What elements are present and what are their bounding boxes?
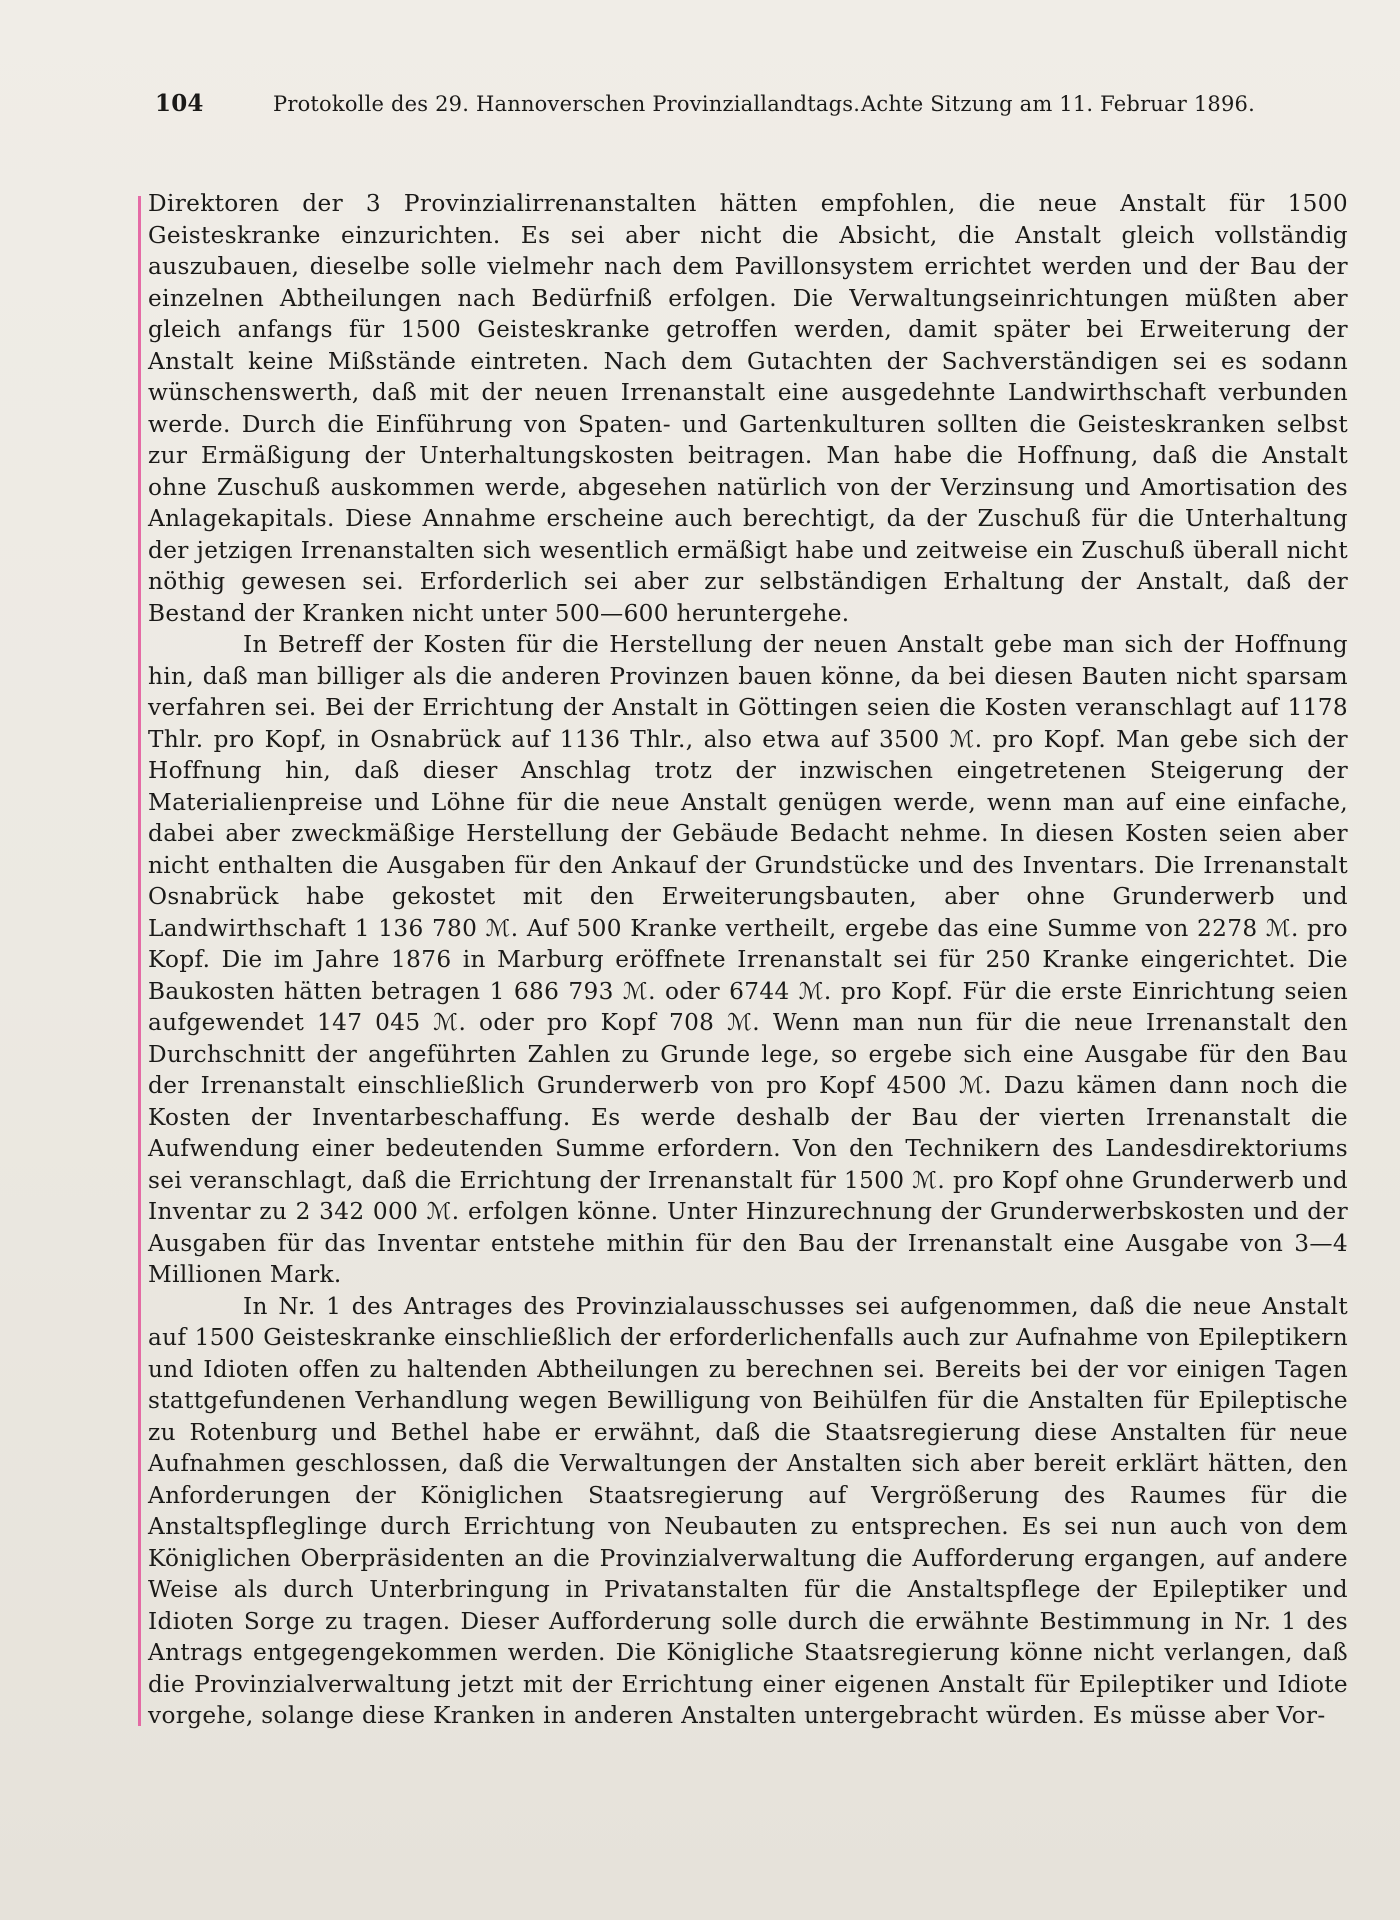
margin-marker-line	[138, 196, 141, 1726]
page-number: 104	[155, 90, 204, 117]
running-title: Protokolle des 29. Hannoverschen Provinziallandtags.	[273, 92, 861, 116]
page-header	[155, 90, 1255, 124]
session-info: Achte Sitzung am 11. Februar 1896.	[861, 92, 1255, 116]
paragraph-1: Direktoren der 3 Provinzialirrenanstalten hätten empfohlen, die neue Anstalt für 1500 Geisteskranke einzurichten. Es sei aber nicht die Absicht, die Anstalt gleich vollständig auszubauen, dieselbe solle vielmehr nach dem Pavillonsystem errichtet werden und der Bau der einzelnen Abtheilungen nach Bedürfniß erfolgen. Die Verwaltungseinrichtungen müßten aber gleich anfangs für 1500 Geisteskranke getroffen werden, damit später bei Erweiterung der Anstalt keine Mißstände eintreten. Nach dem Gutachten der Sachverständigen sei es sodann wünschenswerth, daß mit der neuen Irrenanstalt eine ausgedehnte Landwirthschaft verbunden werde. Durch die Einführung von Spaten- und Gartenkulturen sollten die Geisteskranken selbst zur Ermäßigung der Unterhaltungskosten beitragen. Man habe die Hoffnung, daß die Anstalt ohne Zuschuß auskommen werde, abgesehen natürlich von der Verzinsung und Amortisation des Anlagekapitals. Diese Annahme erscheine auch berechtigt, da der Zuschuß für die Unterhaltung der jetzigen Irrenanstalten sich wesentlich ermäßigt habe und zeitweise ein Zuschuß überall nicht nöthig gewesen sei. Erforderlich sei aber zur selbständigen Erhaltung der Anstalt, daß der Bestand der Kranken nicht unter 500—600 heruntergehe.	[148, 190, 1348, 627]
paragraph-2: In Betreff der Kosten für die Herstellung der neuen Anstalt gebe man sich der Hoffnung hin, daß man billiger als die anderen Provinzen bauen könne, da bei diesen Bauten nicht sparsam verfahren sei. Bei der Errichtung der Anstalt in Göttingen seien die Kosten veranschlagt auf 1178 Thlr. pro Kopf, in Osnabrück auf 1136 Thlr., also etwa auf 3500 ℳ. pro Kopf. Man gebe sich der Hoffnung hin, daß dieser Anschlag trotz der inzwischen eingetretenen Steigerung der Materialienpreise und Löhne für die neue Anstalt genügen werde, wenn man auf eine einfache, dabei aber zweckmäßige Herstellung der Gebäude Bedacht nehme. In diesen Kosten seien aber nicht enthalten die Ausgaben für den Ankauf der Grundstücke und des Inventars. Die Irrenanstalt Osnabrück habe gekostet mit den Erweiterungsbauten, aber ohne Grunderwerb und Landwirthschaft 1 136 780 ℳ. Auf 500 Kranke vertheilt, ergebe das eine Summe von 2278 ℳ. pro Kopf. Die im Jahre 1876 in Marburg eröffnete Irrenanstalt sei für 250 Kranke eingerichtet. Die Baukosten hätten betragen 1 686 793 ℳ. oder 6744 ℳ. pro Kopf. Für die erste Einrichtung seien aufgewendet 147 045 ℳ. oder pro Kopf 708 ℳ. Wenn man nun für die neue Irrenanstalt den Durchschnitt der angeführten Zahlen zu Grunde lege, so ergebe sich eine Ausgabe für den Bau der Irrenanstalt einschließlich Grunderwerb von pro Kopf 4500 ℳ. Dazu kämen dann noch die Kosten der Inventarbeschaffung. Es werde deshalb der Bau der vierten Irrenanstalt die Aufwendung einer bedeutenden Summe erfordern. Von den Technikern des Landesdirektoriums sei veranschlagt, daß die Errichtung der Irrenanstalt für 1500 ℳ. pro Kopf ohne Grunderwerb und Inventar zu 2 342 000 ℳ. erfolgen könne. Unter Hinzurechnung der Grunderwerbskosten und der Ausgaben für das Inventar entstehe mithin für den Bau der Irrenanstalt eine Ausgabe von 3—4 Millionen Mark.	[148, 631, 1348, 1288]
body-text	[148, 188, 1348, 1732]
paragraph-3: In Nr. 1 des Antrages des Provinzialausschusses sei aufgenommen, daß die neue Anstalt auf 1500 Geisteskranke einschließlich der erforderlichenfalls auch zur Aufnahme von Epileptikern und Idioten offen zu haltenden Abtheilungen zu berechnen sei. Bereits bei der vor einigen Tagen stattgefundenen Verhandlung wegen Bewilligung von Beihülfen für die Anstalten für Epileptische zu Rotenburg und Bethel habe er erwähnt, daß die Staatsregierung diese Anstalten für neue Aufnahmen geschlossen, daß die Verwaltungen der Anstalten sich aber bereit erklärt hätten, den Anforderungen der Königlichen Staatsregierung auf Vergrößerung des Raumes für die Anstaltspfleglinge durch Errichtung von Neubauten zu entsprechen. Es sei nun auch von dem Königlichen Oberpräsidenten an die Provinzialverwaltung die Aufforderung ergangen, auf andere Weise als durch Unterbringung in Privatanstalten für die Anstaltspflege der Epileptiker und Idioten Sorge zu tragen. Dieser Aufforderung solle durch die erwähnte Bestimmung in Nr. 1 des Antrags entgegengekommen werden. Die Königliche Staatsregierung könne nicht verlangen, daß die Provinzialverwaltung jetzt mit der Errichtung einer eigenen Anstalt für Epileptiker und Idiote vorgehe, solange diese Kranken in anderen Anstalten untergebracht würden. Es müsse aber Vor-	[148, 1292, 1348, 1729]
